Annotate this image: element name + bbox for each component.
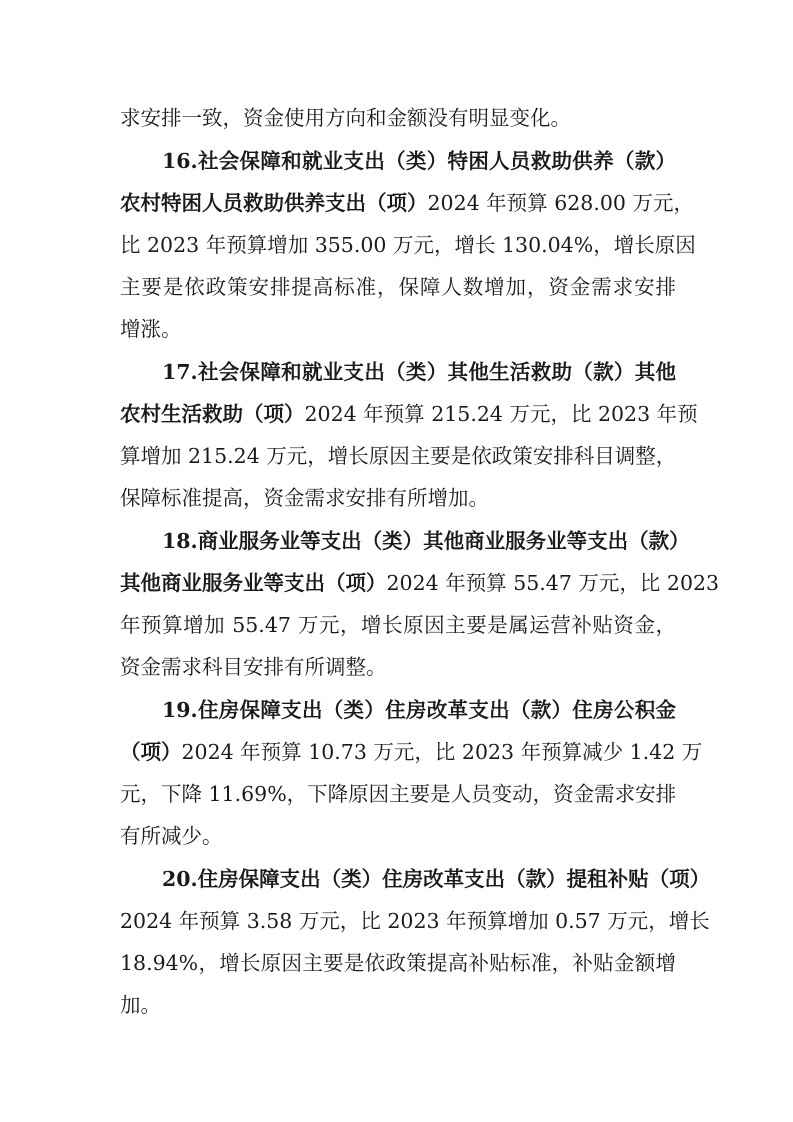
item-text: 有所减少。 (120, 824, 223, 848)
paragraph-line (120, 816, 676, 856)
paragraph-line (120, 774, 676, 814)
item-text: 年预算增加 55.47 万元，增长原因主要是属运营补贴资金， (120, 613, 676, 637)
item-text: 2024 年预算 628.00 万元， (427, 191, 694, 215)
item-text: 元，下降 11.69%，下降原因主要是人员变动，资金需求安排 (120, 782, 677, 806)
paragraph-line (120, 225, 696, 265)
item-heading: 17.社会保障和就业支出（类）其他生活救助（款）其他 (162, 360, 676, 384)
item-heading: （项） (120, 740, 182, 764)
paragraph-line (120, 436, 676, 476)
paragraph-line (162, 690, 676, 730)
paragraph-line (120, 647, 676, 687)
item-heading: 20.住房保障支出（类）住房改革支出（款）提租补贴（项） (162, 867, 711, 891)
paragraph-line (120, 605, 676, 645)
item-text: 18.94%，增长原因主要是依政策提高补贴标准，补贴金额增 (120, 951, 676, 975)
paragraph-line (120, 901, 710, 941)
item-text: 2024 年预算 10.73 万元，比 2023 年预算减少 1.42 万 (181, 740, 703, 764)
paragraph-line (162, 521, 690, 561)
item-text: 2024 年预算 55.47 万元，比 2023 (386, 571, 720, 595)
item-text: 保障标准提高，资金需求安排有所增加。 (120, 486, 489, 510)
item-heading: 16.社会保障和就业支出（类）特困人员救助供养（款） (162, 149, 676, 173)
paragraph-line (120, 985, 676, 1025)
paragraph-line (162, 352, 676, 392)
paragraph-line (120, 943, 676, 983)
item-heading: 农村特困人员救助供养支出（项） (120, 191, 428, 215)
paragraph-line (162, 141, 676, 181)
item-text: 加。 (120, 993, 161, 1017)
paragraph-line (120, 563, 720, 603)
item-text: 2024 年预算 3.58 万元，比 2023 年预算增加 0.57 万元，增长 (120, 909, 710, 933)
paragraph-line (120, 732, 703, 772)
paragraph-line (162, 859, 711, 899)
paragraph-line (120, 309, 676, 349)
item-text: 主要是依政策安排提高标准，保障人数增加，资金需求安排 (120, 275, 676, 299)
item-heading: 农村生活救助（项） (120, 402, 305, 426)
item-text: 比 2023 年预算增加 355.00 万元，增长 130.04%，增长原因 (120, 233, 696, 257)
item-text: 2024 年预算 215.24 万元，比 2023 年预 (304, 402, 698, 426)
paragraph-line (120, 267, 676, 307)
item-text: 算增加 215.24 万元，增长原因主要是依政策安排科目调整， (120, 444, 677, 468)
item-text: 资金需求科目安排有所调整。 (120, 655, 387, 679)
item-heading: 18.商业服务业等支出（类）其他商业服务业等支出（款） (162, 529, 690, 553)
paragraph-text: 求安排一致，资金使用方向和金额没有明显变化。 (120, 106, 571, 130)
item-text: 增涨。 (120, 317, 182, 341)
item-heading: 其他商业服务业等支出（项） (120, 571, 387, 595)
paragraph-line (120, 98, 676, 138)
paragraph-line (120, 478, 676, 518)
item-heading: 19.住房保障支出（类）住房改革支出（款）住房公积金 (162, 698, 676, 722)
paragraph-line (120, 394, 698, 434)
paragraph-line (120, 183, 694, 223)
